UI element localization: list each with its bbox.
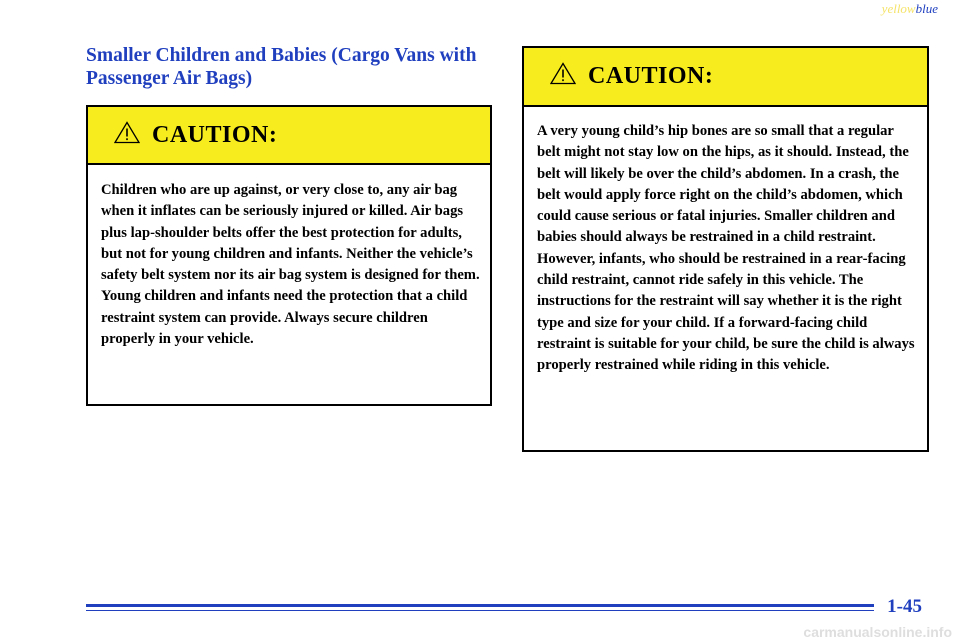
caution-header (524, 48, 927, 107)
warning-triangle-icon (114, 121, 140, 144)
caution-text: A very young child’s hip bones are so small that a regular belt might not stay low on the hips, as it should. Instead, the belt will likely be over the child’s abdomen. In a crash, the belt would apply force right on the child’s abdomen, which could cause serious or fatal injuries. Smaller children and babies should always be restrained in a child restraint. However, infants, who should be restrained in a rear‑facing child restraint, cannot ride safely in this vehicle. The instructions for the restraint will say whether it is the right type and size for your child. If a forward‑facing child restraint is suitable for your child, be sure the child is always properly restrained while riding in this vehicle. (537, 123, 915, 374)
color-label-yellow: yellow (881, 1, 916, 16)
footer-rule (86, 604, 874, 607)
warning-triangle-icon (550, 62, 576, 85)
page-number: 1-45 (887, 596, 922, 617)
caution-title: CAUTION: (152, 121, 278, 148)
section-title: Smaller Children and Babies (Cargo Vans with Passenger Air Bags) (86, 45, 477, 89)
caution-title: CAUTION: (588, 63, 714, 89)
caution-header (88, 107, 490, 165)
caution-text: Children who are up against, or very close to, any air bag when it inflates can be seriously injured or killed. Air bags plus lap‑shoulder belts offer the best protection for adults, but not for young children and infants. Neither the vehicle’s safety belt system nor its air bag system is designed for them. Young children and infants need the protection that a child restraint system can provide. Always secure children properly in your vehicle. (101, 182, 480, 348)
footer-rule-thin (86, 610, 874, 611)
color-label (882, 1, 938, 17)
caution-box-hip-bones (522, 46, 929, 452)
color-label-blue: blue (915, 1, 938, 16)
watermark-text: carmanualsonline.info (803, 624, 952, 640)
caution-box-airbag (86, 105, 492, 406)
